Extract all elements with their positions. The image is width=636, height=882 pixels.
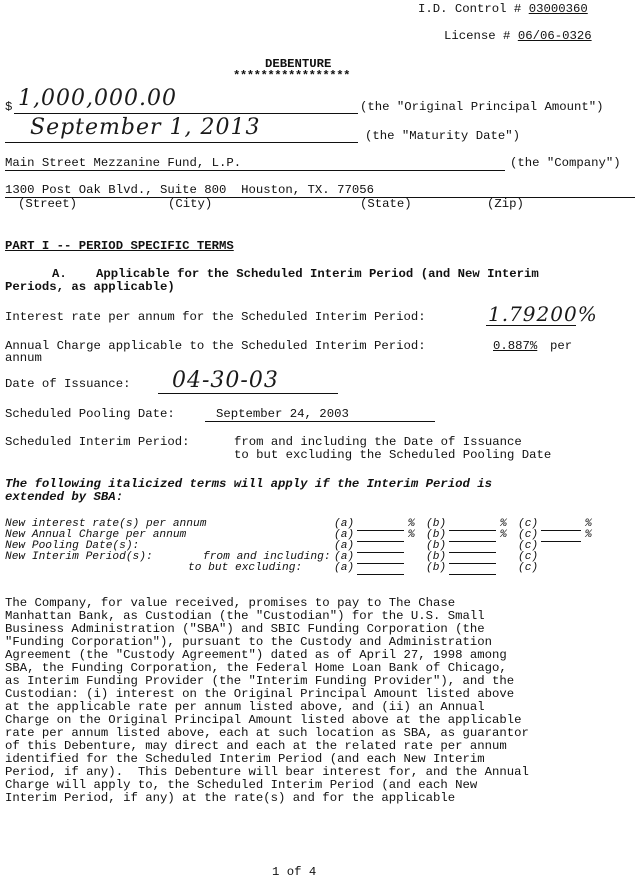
body-line: Custodian: (i) interest on the Original Principal Amount listed above <box>5 687 515 701</box>
slot-b-label: (b) <box>426 518 447 530</box>
slot-pct: % <box>408 529 415 541</box>
principal-amount-handwritten: 1,000,000.00 <box>18 86 177 111</box>
slot-c-blank <box>541 541 581 542</box>
page-number: 1 of 4 <box>272 865 317 879</box>
slot-c-label: (c) <box>518 540 539 552</box>
slot-c-blank <box>541 530 581 531</box>
pooling-date-label: Scheduled Pooling Date: <box>5 407 175 421</box>
company-name: Main Street Mezzanine Fund, L.P. <box>5 156 242 170</box>
body-line: "Funding Corporation"), pursuant to the Custody and Administration <box>5 635 493 649</box>
issuance-underline <box>158 393 338 394</box>
maturity-date-handwritten: September 1, 2013 <box>30 115 261 140</box>
license-row <box>444 30 592 43</box>
body-line: at the applicable rate per annum listed above, and (ii) an Annual <box>5 700 485 714</box>
maturity-underline <box>5 142 358 143</box>
slot-pct: % <box>500 518 507 530</box>
id-control-row <box>418 3 588 16</box>
interim-period-line-1: from and including the Date of Issuance <box>234 435 522 449</box>
slot-c-label: (c) <box>518 551 539 563</box>
address-line: 1300 Post Oak Blvd., Suite 800 Houston, TX. 77056 <box>5 183 374 197</box>
slot-b-label: (b) <box>426 540 447 552</box>
slot-c-label: (c) <box>518 518 539 530</box>
issuance-date-handwritten: 04-30-03 <box>172 368 279 393</box>
annual-charge-label: Annual Charge applicable to the Scheduled Interim Period: <box>5 339 426 353</box>
interim-period-line-2: to but excluding the Scheduled Pooling Date <box>234 448 552 462</box>
title-underline-stars: ***************** <box>233 69 350 83</box>
slot-a-label: (a) <box>334 529 355 541</box>
slot-b-blank <box>449 563 496 564</box>
sba-row-new-annual-charge: New Annual Charge per annum <box>5 529 187 541</box>
sba-row-new-interest-rate: New interest rate(s) per annum <box>5 518 207 530</box>
slot-a-label: (a) <box>334 551 355 563</box>
id-control-value: 03000360 <box>528 2 588 16</box>
interest-rate-underline <box>486 325 576 326</box>
maturity-suffix: (the "Maturity Date") <box>365 129 520 143</box>
body-line: SBA, the Funding Corporation, the Federal Home Loan Bank of Chicago, <box>5 661 507 675</box>
slot-a-blank <box>357 552 404 553</box>
slot-pct: % <box>585 518 592 530</box>
subsection-letter: A. <box>52 267 67 281</box>
slot-pct: % <box>500 529 507 541</box>
sba-to-excluding: to but excluding: <box>188 562 303 574</box>
slot-pct: % <box>408 518 415 530</box>
annual-charge-value: 0.887% <box>493 339 538 353</box>
license-label: License # <box>444 29 511 43</box>
company-underline <box>5 170 505 171</box>
slot-a-label: (a) <box>334 562 355 574</box>
id-control-label: I.D. Control # <box>418 2 522 16</box>
body-line: The Company, for value received, promises to pay to The Chase <box>5 596 456 610</box>
company-suffix: (the "Company") <box>510 156 621 170</box>
address-label-city: (City) <box>168 197 213 211</box>
slot-c-label: (c) <box>518 562 539 574</box>
sba-row-new-interim-period: New Interim Period(s): <box>5 551 153 563</box>
slot-a-blank <box>357 530 404 531</box>
interim-period-label: Scheduled Interim Period: <box>5 435 190 449</box>
slot-c-label: (c) <box>518 529 539 541</box>
pooling-date-value: September 24, 2003 <box>216 407 349 421</box>
body-line: Charge will apply to, the Scheduled Interim Period (and each New <box>5 778 478 792</box>
body-line: identified for the Scheduled Interim Period (and each New Interim <box>5 752 485 766</box>
slot-b-label: (b) <box>426 529 447 541</box>
address-label-state: (State) <box>360 197 412 211</box>
slot-b-blank <box>449 552 496 553</box>
principal-suffix: (the "Original Principal Amount") <box>360 100 604 114</box>
principal-underline <box>14 113 358 114</box>
issuance-label: Date of Issuance: <box>5 377 131 391</box>
slot-a-blank <box>357 541 404 542</box>
body-line: of this Debenture, may direct and each at the related rate per annum <box>5 739 507 753</box>
sba-from-including: from and including: <box>203 551 331 563</box>
slot-b-label: (b) <box>426 562 447 574</box>
address-label-zip: (Zip) <box>487 197 524 211</box>
slot-a-label: (a) <box>334 540 355 552</box>
slot-a-blank <box>357 574 404 575</box>
sba-row-new-pooling-date: New Pooling Date(s): <box>5 540 140 552</box>
body-line: Period, if any). This Debenture will bear interest for, and the Annual <box>5 765 529 779</box>
body-line: Business Administration ("SBA") and SBIC Funding Corporation (the <box>5 622 485 636</box>
interest-rate-label: Interest rate per annum for the Scheduled Interim Period: <box>5 310 426 324</box>
body-line: rate per annum listed above, each at such location as SBA, as guarantor <box>5 726 529 740</box>
sba-terms-line-2: extended by SBA: <box>5 490 124 504</box>
document-title: DEBENTURE <box>265 57 332 71</box>
body-line: Interim Period, if any) at the rate(s) and for the applicable <box>5 791 456 805</box>
annual-charge-suffix: per <box>550 339 573 353</box>
subsection-line-2: Periods, as applicable) <box>5 280 175 294</box>
slot-b-blank <box>449 574 496 575</box>
interest-rate-handwritten: 1.79200% <box>488 302 598 326</box>
part-one-heading: PART I -- PERIOD SPECIFIC TERMS <box>5 239 234 253</box>
address-underline <box>5 197 635 198</box>
sba-terms-line-1: The following italicized terms will apply if the Interim Period is <box>5 477 493 491</box>
body-line: Manhattan Bank, as Custodian (the "Custodian") for the U.S. Small <box>5 609 485 623</box>
slot-b-blank <box>449 530 496 531</box>
annual-charge-line-2: annum <box>5 351 42 365</box>
body-line: Agreement (the "Custody Agreement") dated as of April 27, 1998 among <box>5 648 507 662</box>
body-line: Charge on the Original Principal Amount listed above at the applicable <box>5 713 522 727</box>
body-line: as Interim Funding Provider (the "Interim Funding Provider"), and the <box>5 674 515 688</box>
slot-a-blank <box>357 563 404 564</box>
license-value: 06/06-0326 <box>517 29 592 43</box>
slot-a-label: (a) <box>334 518 355 530</box>
address-label-street: (Street) <box>18 197 78 211</box>
principal-prefix: $ <box>5 100 13 114</box>
slot-b-blank <box>449 541 496 542</box>
pooling-date-underline <box>205 421 435 422</box>
slot-pct: % <box>585 529 592 541</box>
slot-b-label: (b) <box>426 551 447 563</box>
subsection-line-1: Applicable for the Scheduled Interim Period (and New Interim <box>96 267 539 281</box>
